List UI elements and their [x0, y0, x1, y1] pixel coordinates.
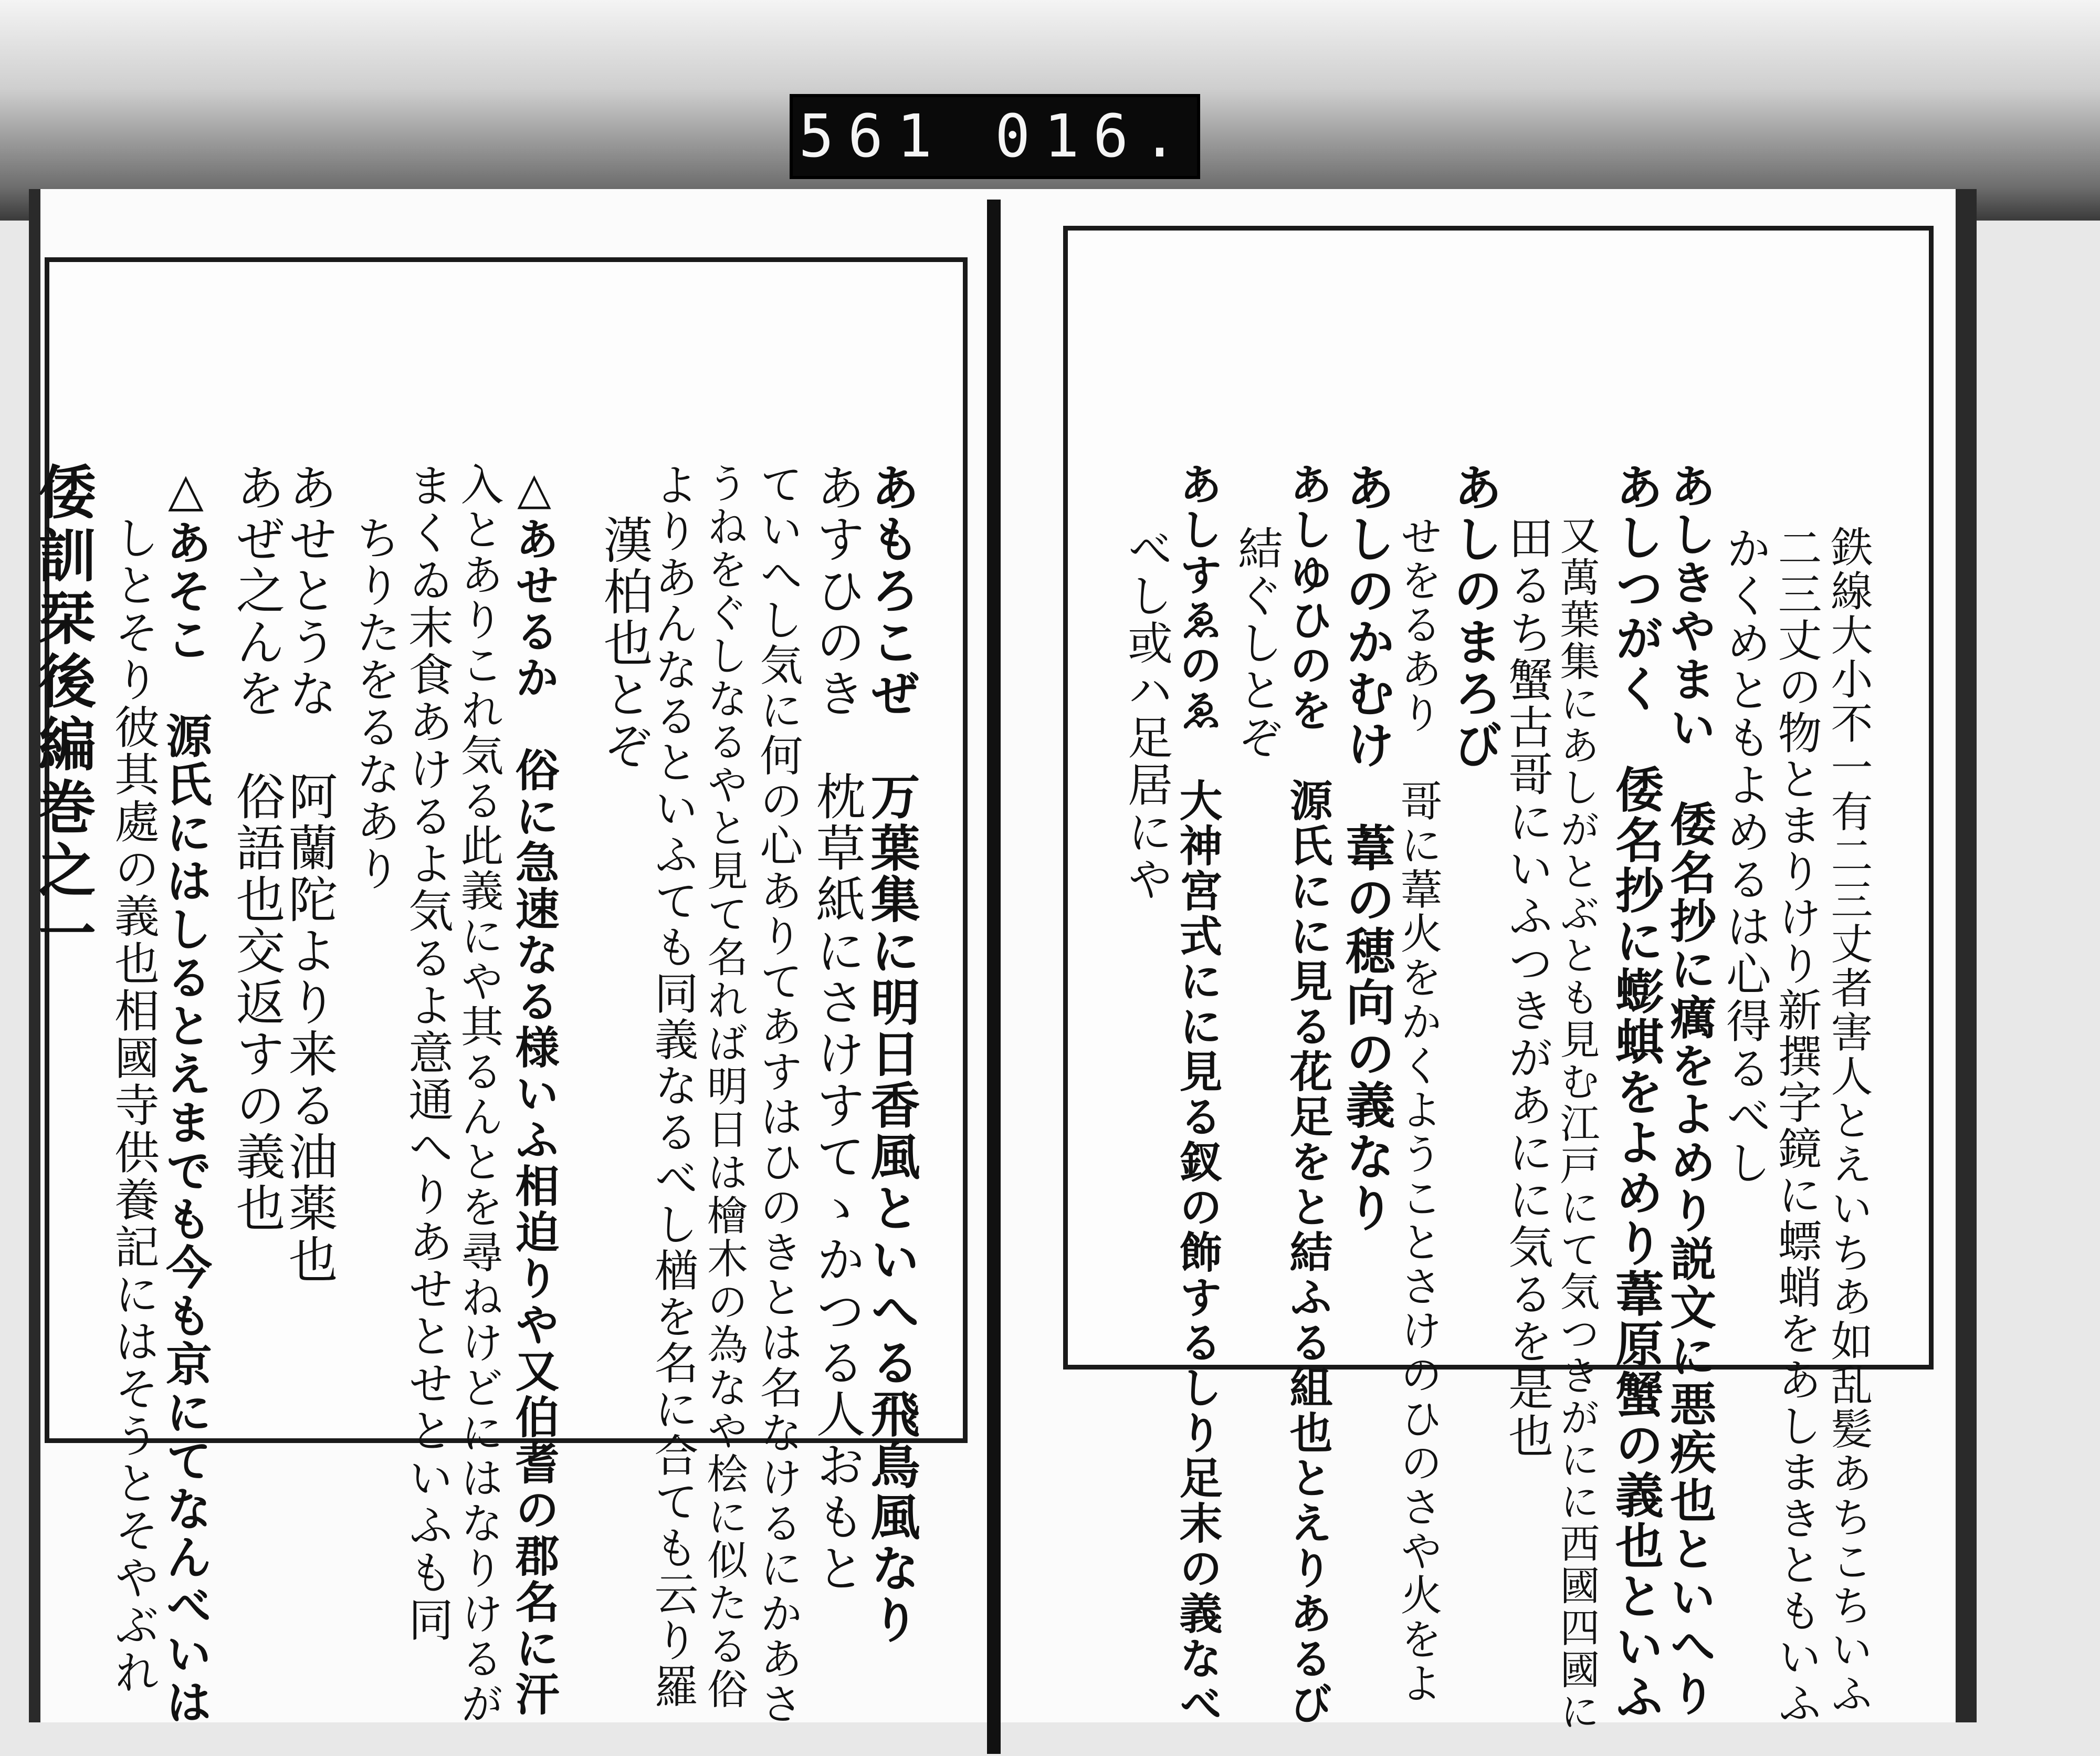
right-col-2: 二三丈の物とまりけり新撰字鏡に螵蛸をあしまきともいふ: [1771, 525, 1822, 1727]
left-col-11: あせとうな 阿蘭陀より来る油薬也: [280, 462, 337, 1285]
left-col-6: 漢柏也とぞ: [595, 515, 652, 772]
left-col-9: まくゐ末食あけるよ気るよ意通へりあせとせといふも同: [401, 462, 453, 1644]
right-col-14: べし或ハ足居にや: [1120, 525, 1172, 903]
right-col-10: あしのかむけ 葦の穂向の義なり: [1337, 462, 1395, 1234]
right-col-4: あしきやまい 倭名抄に癘をよめり説文に悪疾也といへり: [1663, 462, 1717, 1718]
left-col-3: ていへし気に何の心ありてあすはひのきとは名なけるにかあさ: [753, 462, 803, 1727]
right-col-6: 又萬葉集にあしがとぶとも見む江戸にて気つきがにに西國四國に: [1553, 515, 1600, 1733]
left-col-13: △あそこ 源氏にはしるとえまでも今も京にてなんべいは: [159, 462, 213, 1727]
left-col-8: 入とありこれ気る此義にや其るんとを尋ねけどにはなりけるが: [454, 462, 503, 1727]
left-col-7: △あせるか 俗に急速なる様いふ相迫りや又伯耆の郡名に汗: [508, 462, 560, 1718]
right-col-7: 田るち蟹古哥にいふつきがあにに気るを是也: [1500, 515, 1553, 1460]
right-col-1: 鉄線大小不一有二三丈者害人とえいちあ如乱髪あちこちいふ: [1824, 525, 1873, 1716]
book-gutter: [987, 200, 1001, 1754]
right-col-9: せをるあり 哥に葦火をかくようことさけのひのさや火をよ: [1393, 515, 1442, 1706]
right-col-3: かくめともよめるは心得るべし: [1718, 525, 1771, 1187]
left-col-10: ちりたをるなあり: [348, 515, 401, 893]
right-col-12: 結ぐしとぞ: [1230, 525, 1283, 761]
left-col-12: あぜ之んを 俗語也交返すの義也: [227, 462, 285, 1234]
left-col-1: あもろこぜ 万葉集に明日香風といへる飛鳥風なり: [862, 462, 920, 1646]
right-col-13: あしすゑのゑ 大神宮式にに見る釵の飾するしり足末の義なべ: [1172, 462, 1223, 1727]
right-col-11: あしゆひのを 源氏にに見る花足をと結ふる組也とえりあるび: [1283, 462, 1333, 1727]
left-col-4: うねをぐしなるやと見て名れば明日は檜木の為なや桧に似たる俗: [700, 462, 748, 1711]
left-col-14: しとそり彼其處の義也相國寺供養記にはそうとそやぶれ: [107, 515, 159, 1696]
left-side-title: 倭訓栞後編巻之一: [29, 462, 97, 966]
archive-label: 561 016.: [793, 97, 1197, 176]
left-col-5: よりあんなるといふても同義なるべし楢を名に合ても云り羅: [647, 462, 699, 1710]
left-col-2: あすひのき 枕草紙にさけすてゝかつる人おもと: [807, 462, 865, 1594]
right-col-8: あしのまろび: [1445, 462, 1503, 771]
right-col-5: あしつがく 倭名抄に蟛蜞をよめり葦原蟹の義也といふ: [1608, 462, 1664, 1722]
